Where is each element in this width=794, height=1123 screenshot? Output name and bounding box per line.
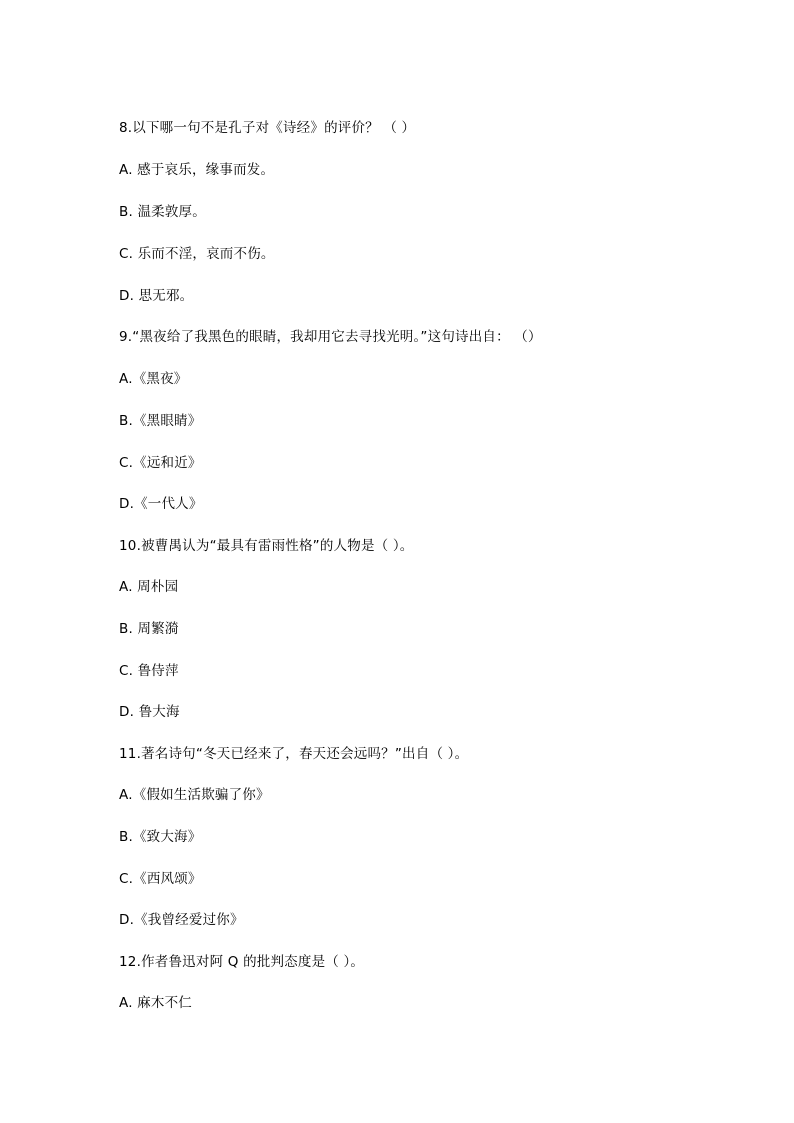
question-8-option-b: B. 温柔敦厚。 — [119, 204, 206, 220]
question-8-option-a: A. 感于哀乐，缘事而发。 — [119, 162, 275, 178]
question-10-option-b: B. 周繁漪 — [119, 621, 179, 637]
question-10-option-c: C. 鲁侍萍 — [119, 663, 179, 679]
question-8-option-d: D. 思无邪。 — [119, 288, 194, 304]
question-12-stem: 12.作者鲁迅对阿 Q 的批判态度是（ ）。 — [119, 954, 365, 970]
question-8-option-c: C. 乐而不淫，哀而不伤。 — [119, 246, 275, 262]
question-11-stem: 11.著名诗句“冬天已经来了，春天还会远吗？”出自（ ）。 — [119, 746, 469, 762]
question-10-stem: 10.被曹禺认为“最具有雷雨性格”的人物是（ ）。 — [119, 538, 414, 554]
question-9-option-d: D.《一代人》 — [119, 496, 203, 512]
question-9-stem: 9.“黑夜给了我黑色的眼睛，我却用它去寻找光明。”这句诗出自： （） — [119, 329, 542, 345]
question-10-option-d: D. 鲁大海 — [119, 704, 180, 720]
question-10-option-a: A. 周朴园 — [119, 579, 179, 595]
question-11-option-b: B.《致大海》 — [119, 829, 202, 845]
question-8-stem: 8.以下哪一句不是孔子对《诗经》的评价？ （ ） — [119, 120, 416, 136]
question-9-option-c: C.《远和近》 — [119, 455, 202, 471]
question-9-option-a: A.《黑夜》 — [119, 371, 188, 387]
question-11-option-d: D.《我曾经爱过你》 — [119, 912, 244, 928]
question-9-option-b: B.《黑眼睛》 — [119, 413, 202, 429]
question-12-option-a: A. 麻木不仁 — [119, 995, 192, 1011]
question-11-option-c: C.《西风颂》 — [119, 871, 202, 887]
question-11-option-a: A.《假如生活欺骗了你》 — [119, 787, 270, 803]
